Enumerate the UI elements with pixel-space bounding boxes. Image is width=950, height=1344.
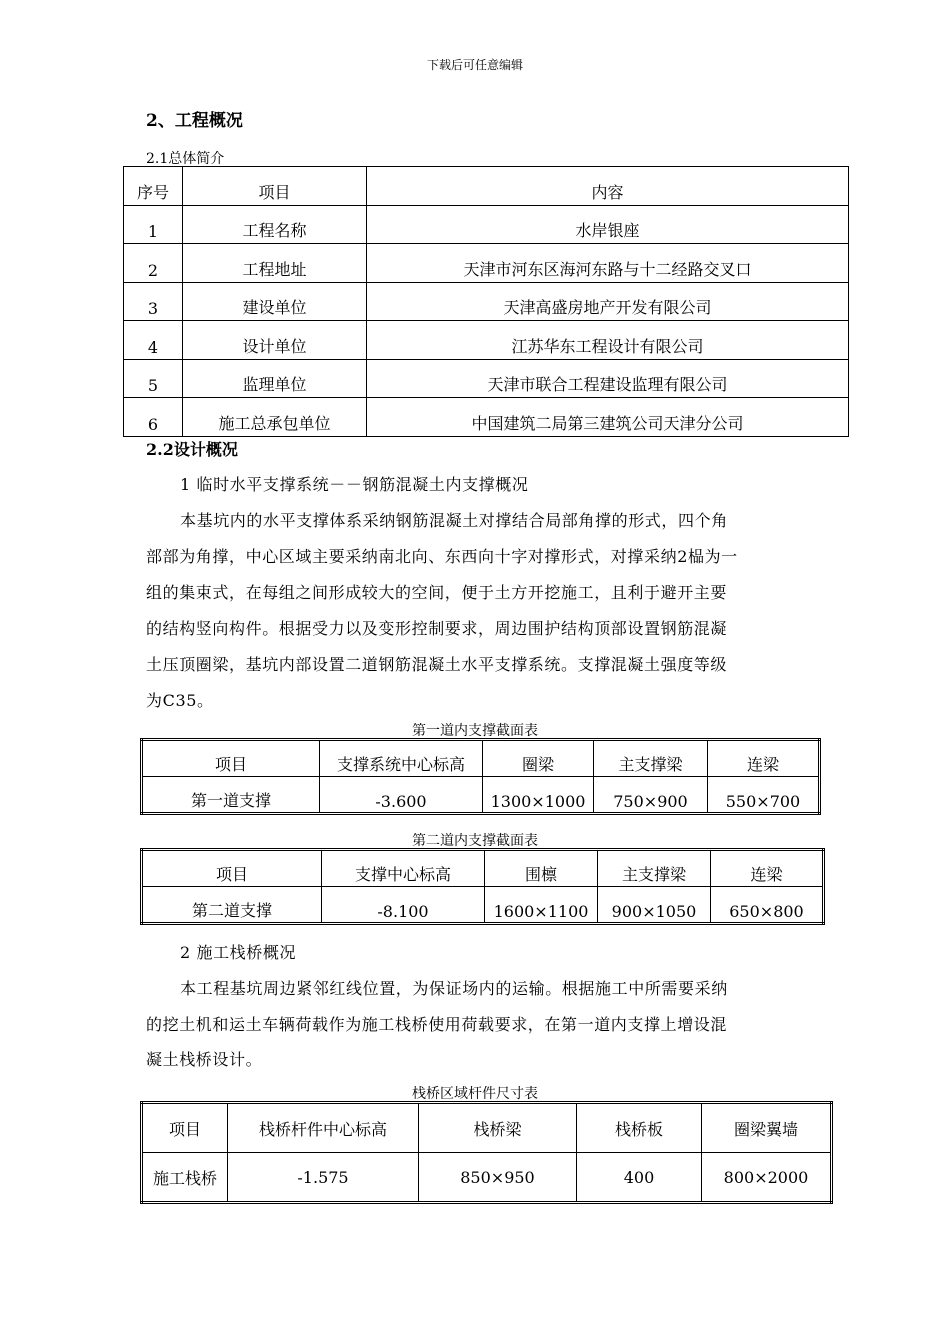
table-row	[142, 887, 824, 924]
table-cell: 900×1050	[598, 887, 711, 924]
table-header: 主支撑梁	[598, 850, 711, 887]
trestle-table	[140, 1101, 833, 1204]
table-cell: 2	[124, 244, 183, 283]
table-cell: 工程地址	[183, 244, 367, 283]
table-cell: 5	[124, 359, 183, 398]
table3-caption: 栈桥区域杆件尺寸表	[412, 1086, 538, 1102]
table-header: 圈梁翼墙	[702, 1103, 832, 1153]
support-table-2	[140, 848, 825, 925]
table-cell: 江苏华东工程设计有限公司	[367, 321, 849, 360]
table-header: 连梁	[708, 740, 820, 777]
table1-caption: 第一道内支撑截面表	[412, 723, 538, 739]
table-cell: 设计单位	[183, 321, 367, 360]
paragraph-line: 本工程基坑周边紧邻红线位置，为保证场内的运输。根据施工中所需要采纳	[180, 979, 728, 998]
overview-table	[123, 166, 849, 437]
table-header: 项目	[142, 850, 322, 887]
table-cell: 1300×1000	[483, 777, 594, 814]
table-cell: -1.575	[228, 1153, 419, 1203]
table-row	[124, 398, 849, 437]
table-cell: 水岸银座	[367, 205, 849, 244]
table-cell: 6	[124, 398, 183, 437]
table-header: 序号	[124, 167, 183, 206]
table-header: 项目	[142, 740, 320, 777]
table-cell: -3.600	[320, 777, 483, 814]
table-cell: 天津市河东区海河东路与十二经路交叉口	[367, 244, 849, 283]
table-cell: 第一道支撑	[142, 777, 320, 814]
table-cell: -8.100	[322, 887, 485, 924]
paragraph-line: 部部为角撑，中心区域主要采纳南北向、东西向十字对撑形式，对撑采纳2榀为一	[146, 547, 738, 566]
table-header: 项目	[142, 1103, 228, 1153]
table-cell: 750×900	[594, 777, 708, 814]
table-cell: 1600×1100	[485, 887, 598, 924]
table-header-row	[124, 167, 849, 206]
table-cell: 1	[124, 205, 183, 244]
table-row	[142, 777, 820, 814]
paragraph-line: 组的集束式，在每组之间形成较大的空间，便于土方开挖施工，且利于避开主要	[146, 583, 728, 602]
item2-title: 2 施工栈桥概况	[180, 943, 297, 962]
table-cell: 中国建筑二局第三建筑公司天津分公司	[367, 398, 849, 437]
table2-caption: 第二道内支撑截面表	[412, 833, 538, 849]
section-title: 2、工程概况	[146, 111, 243, 131]
table-row	[124, 282, 849, 321]
table-header: 支撑系统中心标高	[320, 740, 483, 777]
table-cell: 第二道支撑	[142, 887, 322, 924]
paragraph-line: 的挖土机和运土车辆荷载作为施工栈桥使用荷载要求，在第一道内支撑上增设混	[146, 1015, 728, 1034]
table-cell: 800×2000	[702, 1153, 832, 1203]
header-note: 下载后可任意编辑	[426, 58, 523, 72]
table-header-row	[142, 740, 820, 777]
table-cell: 建设单位	[183, 282, 367, 321]
table-header: 栈桥杆件中心标高	[228, 1103, 419, 1153]
table-cell: 850×950	[419, 1153, 577, 1203]
table-header-row	[142, 1103, 832, 1153]
table-row	[124, 205, 849, 244]
table-cell: 400	[577, 1153, 702, 1203]
table-header: 圈梁	[483, 740, 594, 777]
table-cell: 650×800	[711, 887, 824, 924]
table-header-row	[142, 850, 824, 887]
support-table-1	[140, 738, 821, 815]
paragraph-line: 凝土栈桥设计。	[146, 1050, 263, 1069]
table-header: 支撑中心标高	[322, 850, 485, 887]
table-header: 主支撑梁	[594, 740, 708, 777]
design-title: 2.2设计概况	[146, 440, 238, 459]
item1-title: 1 临时水平支撑系统－－钢筋混凝土内支撑概况	[180, 475, 529, 494]
table-header: 栈桥板	[577, 1103, 702, 1153]
table-header: 栈桥梁	[419, 1103, 577, 1153]
table-header: 内容	[367, 167, 849, 206]
table-cell: 工程名称	[183, 205, 367, 244]
table-cell: 天津高盛房地产开发有限公司	[367, 282, 849, 321]
table-header: 围檩	[485, 850, 598, 887]
table-cell: 施工栈桥	[142, 1153, 228, 1203]
table-row	[124, 244, 849, 283]
paragraph-line: 为C35。	[146, 691, 214, 710]
table-cell: 4	[124, 321, 183, 360]
overview-subtitle: 2.1总体简介	[146, 151, 225, 167]
paragraph-line: 本基坑内的水平支撑体系采纳钢筋混凝土对撑结合局部角撑的形式，四个角	[180, 511, 728, 530]
table-cell: 天津市联合工程建设监理有限公司	[367, 359, 849, 398]
table-header: 项目	[183, 167, 367, 206]
paragraph-line: 的结构竖向构件。根据受力以及变形控制要求，周边围护结构顶部设置钢筋混凝	[146, 619, 728, 638]
table-cell: 施工总承包单位	[183, 398, 367, 437]
table-header: 连梁	[711, 850, 824, 887]
table-row	[142, 1153, 832, 1203]
table-row	[124, 321, 849, 360]
table-cell: 监理单位	[183, 359, 367, 398]
table-cell: 550×700	[708, 777, 820, 814]
paragraph-line: 土压顶圈梁，基坑内部设置二道钢筋混凝土水平支撑系统。支撑混凝土强度等级	[146, 655, 728, 674]
table-row	[124, 359, 849, 398]
table-cell: 3	[124, 282, 183, 321]
